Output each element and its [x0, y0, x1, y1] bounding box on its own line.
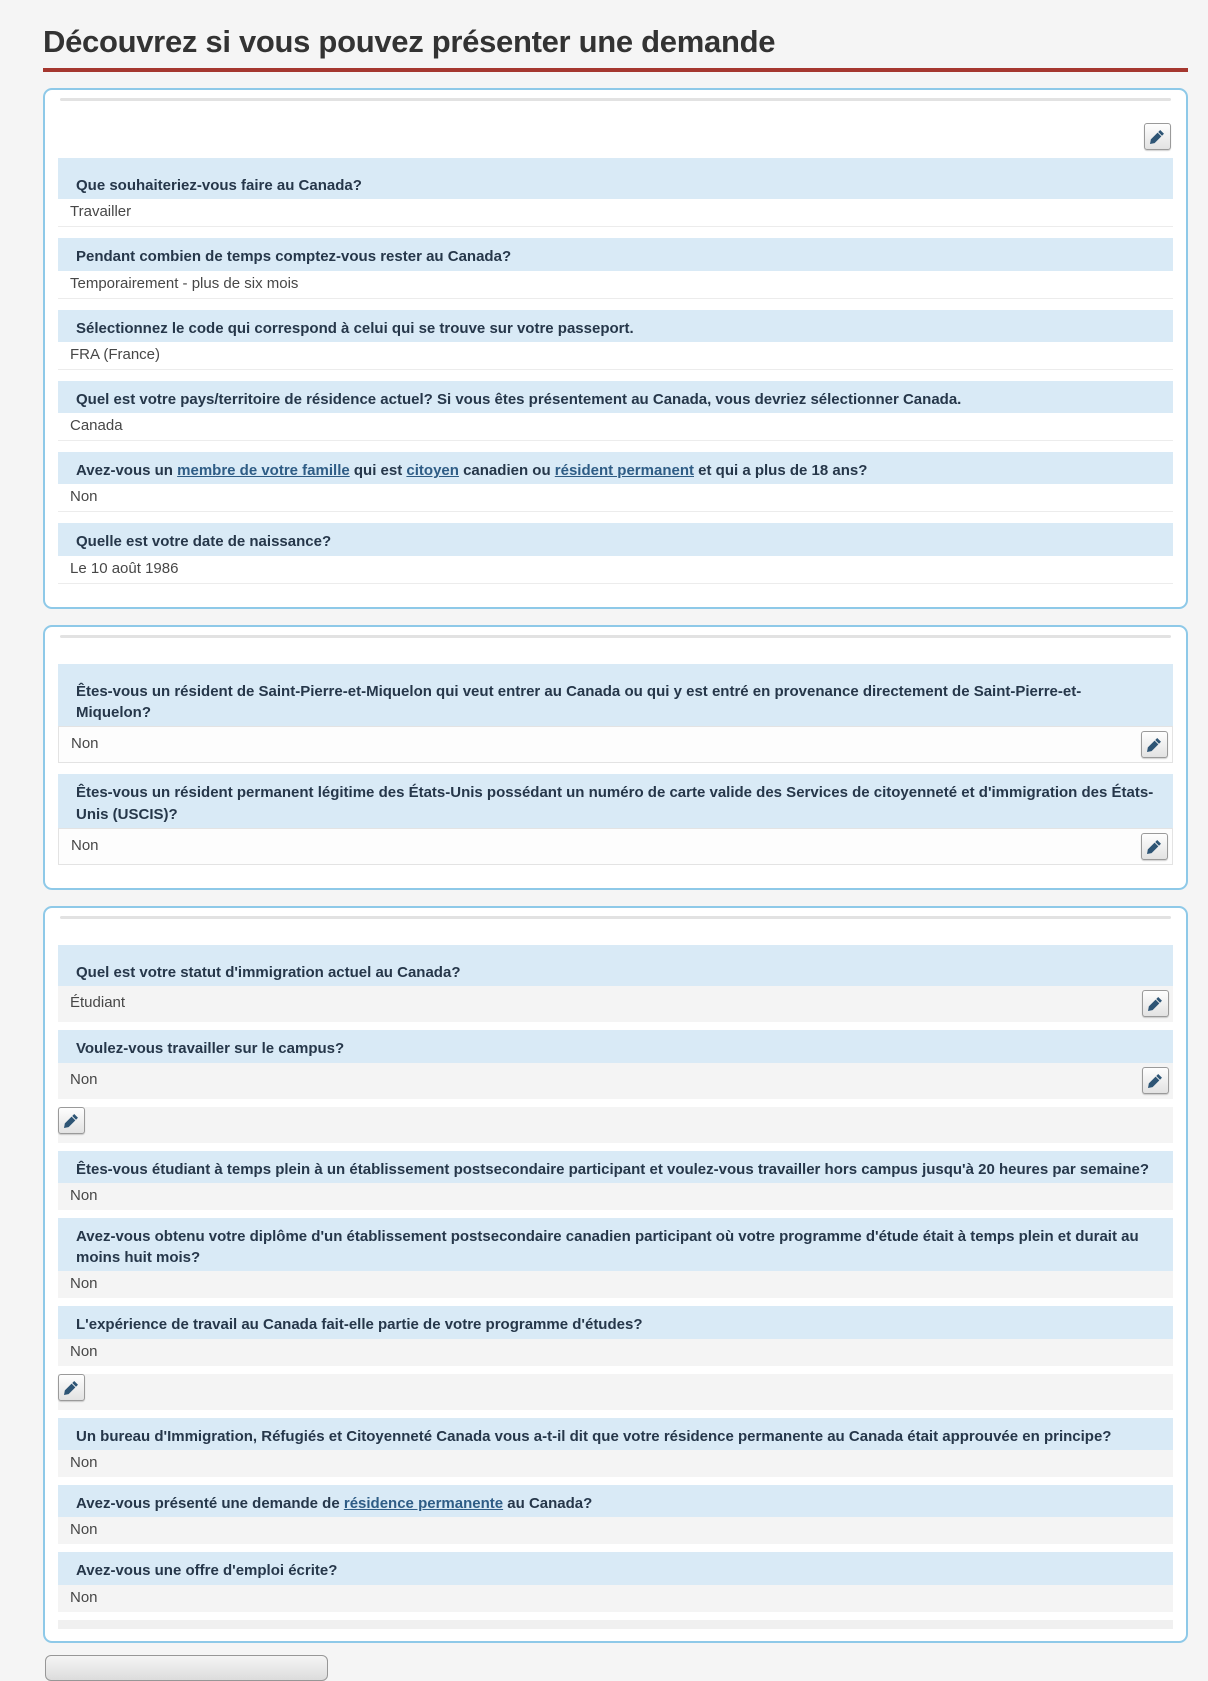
question-row — [58, 238, 1173, 270]
question-answer-pair — [58, 1030, 1173, 1098]
question-row — [58, 452, 1173, 484]
question-text: Êtes-vous un résident permanent légitime des États-Unis possédant un numéro de carte valide des Services de citoyenneté et d'immigration des États-Unis (USCIS)? — [76, 784, 1154, 823]
question-row — [58, 523, 1173, 555]
question-row — [58, 158, 1173, 199]
question-text: Un bureau d'Immigration, Réfugiés et Citoyenneté Canada vous a-t-il dit que votre résidence permanente au Canada était approuvée en principe? — [76, 1427, 1112, 1445]
answer-row — [58, 828, 1173, 865]
answer-row — [58, 1517, 1173, 1544]
answer-row — [58, 1339, 1173, 1366]
section-top-spacer — [58, 638, 1173, 664]
question-answer-pair — [58, 452, 1173, 512]
question-text: Pendant combien de temps comptez-vous rester au Canada? — [76, 248, 512, 266]
answer-text: FRA (France) — [70, 345, 161, 363]
pencil-icon — [1150, 129, 1165, 144]
pencil-icon — [1148, 1073, 1163, 1088]
question-text: et qui a plus de 18 ans? — [694, 462, 868, 480]
answer-text: Non — [70, 1186, 98, 1204]
page-title: Découvrez si vous pouvez présenter une demande — [43, 24, 1188, 72]
edit-button[interactable] — [58, 1107, 85, 1134]
answer-text: Non — [70, 1588, 98, 1606]
question-text: Avez-vous une offre d'emploi écrite? — [76, 1562, 338, 1580]
question-row — [58, 1306, 1173, 1338]
question-row — [58, 310, 1173, 342]
question-text: Avez-vous obtenu votre diplôme d'un établissement postsecondaire canadien participant où votre programme d'étude était à temps plein et durait au moins huit mois? — [76, 1227, 1139, 1267]
answer-text: Non — [71, 735, 99, 753]
answer-text: Temporairement - plus de six mois — [70, 274, 299, 292]
answer-text: Non — [70, 1454, 98, 1472]
question-answer-pair — [58, 945, 1173, 1022]
pencil-icon — [64, 1380, 79, 1395]
main-content — [43, 24, 1188, 1681]
answer-row — [58, 1063, 1173, 1099]
question-row — [58, 1151, 1173, 1183]
edit-button[interactable] — [1142, 990, 1169, 1017]
questionnaire-section-visit-details — [43, 88, 1188, 609]
question-answer-pair — [58, 310, 1173, 370]
answer-row — [58, 271, 1173, 299]
question-row — [58, 1030, 1173, 1062]
question-text: Quel est votre statut d'immigration actuel au Canada? — [76, 963, 461, 981]
question-row — [58, 381, 1173, 413]
question-text: qui est — [349, 462, 407, 480]
question-text: Avez-vous un — [76, 462, 178, 480]
answer-row — [58, 1450, 1173, 1477]
answer-text: Non — [71, 836, 99, 854]
question-text: L'expérience de travail au Canada fait-elle partie de votre programme d'études? — [76, 1316, 643, 1334]
answer-row — [58, 413, 1173, 441]
empty-answer-row — [58, 1374, 1173, 1410]
answer-row — [58, 342, 1173, 370]
question-answer-pair — [58, 523, 1173, 583]
edit-button[interactable] — [1142, 1067, 1169, 1094]
answer-row — [58, 986, 1173, 1022]
answer-text: Non — [70, 1342, 98, 1360]
question-answer-pair — [58, 1485, 1173, 1544]
question-answer-pair — [58, 1552, 1173, 1611]
answer-row — [58, 199, 1173, 227]
question-row — [58, 945, 1173, 986]
edit-button[interactable] — [1144, 123, 1171, 150]
question-answer-pair — [58, 664, 1173, 764]
answer-text: Non — [70, 488, 98, 506]
sections — [43, 88, 1188, 1643]
answer-text: Étudiant — [70, 994, 126, 1012]
question-row — [58, 1218, 1173, 1272]
question-answer-pair — [58, 1218, 1173, 1299]
question-answer-pair — [58, 158, 1173, 227]
answer-text: Non — [70, 1275, 98, 1293]
questionnaire-section-residency-status — [43, 625, 1188, 890]
question-answer-pair — [58, 774, 1173, 865]
question-text: Êtes-vous étudiant à temps plein à un établissement postsecondaire participant et voulez-vous travailler hors campus jusqu'à 20 heures par semaine? — [76, 1160, 1150, 1178]
edit-button[interactable] — [58, 1374, 85, 1401]
question-answer-pair — [58, 1151, 1173, 1210]
answer-text: Le 10 août 1986 — [70, 559, 179, 577]
question-answer-pair — [58, 381, 1173, 441]
question-text: Que souhaiteriez-vous faire au Canada? — [76, 177, 362, 194]
section-divider — [60, 98, 1171, 101]
pencil-icon — [1147, 737, 1162, 752]
section-header-edit-row — [58, 123, 1171, 150]
answer-text: Travailler — [70, 203, 132, 221]
answer-row — [58, 1271, 1173, 1298]
edit-button[interactable] — [1141, 833, 1168, 860]
pencil-icon — [64, 1113, 79, 1128]
questionnaire-section-immigration-status — [43, 906, 1188, 1643]
bottom-button[interactable] — [45, 1655, 328, 1681]
pencil-icon — [1148, 996, 1163, 1011]
section-top-spacer — [58, 919, 1173, 945]
glossary-link[interactable]: membre de votre famille — [177, 462, 350, 480]
empty-answer-row — [58, 1107, 1173, 1143]
answer-text: Canada — [70, 417, 123, 435]
question-answer-pair — [58, 238, 1173, 298]
trailing-row-strip — [58, 1620, 1173, 1629]
glossary-link[interactable]: résident permanent — [554, 462, 694, 480]
question-row — [58, 1552, 1173, 1584]
question-text: Avez-vous présenté une demande de — [76, 1495, 344, 1513]
question-text: Êtes-vous un résident de Saint-Pierre-et-Miquelon qui veut entrer au Canada ou qui y est entré en provenance directement de Saint-Pierre-et-Miquelon? — [76, 682, 1082, 722]
edit-button[interactable] — [1141, 731, 1168, 758]
question-text: Quelle est votre date de naissance? — [76, 533, 332, 551]
answer-row — [58, 1183, 1173, 1210]
pencil-icon — [1147, 839, 1162, 854]
question-text: Sélectionnez le code qui correspond à celui qui se trouve sur votre passeport. — [76, 319, 634, 337]
answer-text: Non — [70, 1070, 98, 1088]
answer-text: Non — [70, 1521, 98, 1539]
question-text: canadien ou — [458, 462, 555, 480]
answer-row — [58, 726, 1173, 763]
question-answer-pair — [58, 1418, 1173, 1477]
question-answer-pair — [58, 1306, 1173, 1365]
question-row — [58, 664, 1173, 727]
glossary-link[interactable]: citoyen — [406, 462, 459, 480]
question-text: Quel est votre pays/territoire de résidence actuel? Si vous êtes présentement au Canada, vous devriez sélectionner Canada. — [76, 390, 962, 408]
answer-row — [58, 1585, 1173, 1612]
glossary-link[interactable]: résidence permanente — [343, 1495, 504, 1513]
question-row — [58, 774, 1173, 828]
answer-row — [58, 556, 1173, 584]
question-text: Voulez-vous travailler sur le campus? — [76, 1040, 345, 1058]
question-row — [58, 1485, 1173, 1517]
question-text: au Canada? — [503, 1495, 593, 1513]
answer-row — [58, 484, 1173, 512]
question-row — [58, 1418, 1173, 1450]
